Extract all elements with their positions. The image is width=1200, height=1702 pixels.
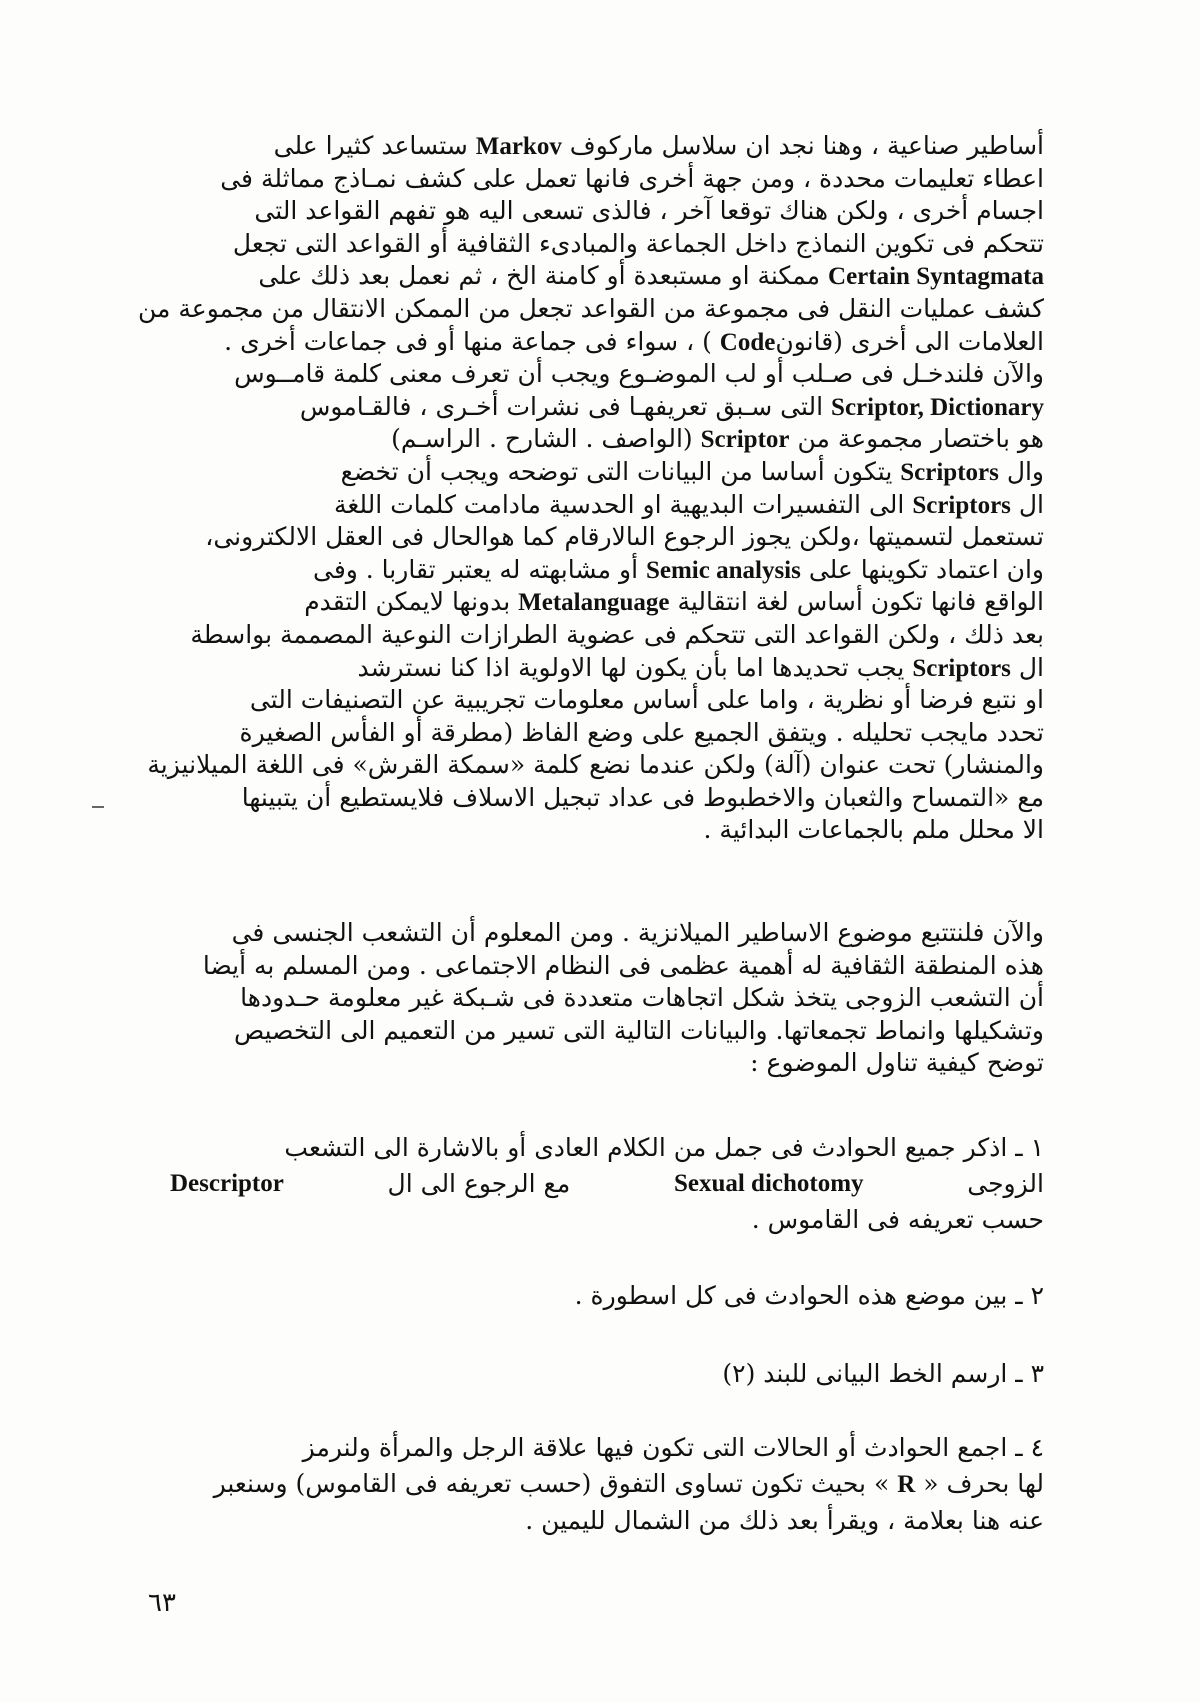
text-line: وتشكيلها وانماط تجمعاتها. والبيانات التالية التى تسير من التعميم الى التخصيص (233, 1015, 1044, 1045)
latin-term: Scriptor (700, 426, 790, 454)
text-run: (الواصف . الشارح . الراسـم) (391, 424, 693, 454)
text-run: التى سـبق تعريفهـا فى نشرات أخـرى ، فالقـاموس (299, 391, 824, 421)
text-line: والآن فلنتتبع موضوع الاساطير الميلانزية . ومن المعلوم أن التشعب الجنسى فى (231, 918, 1044, 947)
latin-term: Scriptors (900, 458, 999, 486)
text-line: ٢ ـ بين موضع هذه الحوادث فى كل اسطورة . (574, 1281, 1044, 1310)
text-run: » بحيث تكون تساوى التفوق (حسب تعريفه فى القاموس) وسنعبر (213, 1469, 890, 1498)
margin-mark (92, 806, 104, 808)
text-run: لها بحرف « (923, 1469, 1044, 1498)
text-line (160, 586, 1044, 619)
list-item-2 (160, 1278, 1044, 1314)
text-run: هو باختصار مجموعة من (797, 424, 1044, 454)
text-line: والآن فلندخـل فى صـلب أو لب الموضـوع ويجب أن تعرف معنى كلمة قامــوس (234, 359, 1044, 389)
text-run: يتكون أساسا من البيانات التى توضحه ويجب أن تخضع (340, 456, 893, 486)
paragraph-2 (160, 917, 1044, 1080)
text-line (160, 391, 1044, 424)
text-run: أو مشابهته له يعتبر تقاربا . وفى (312, 554, 639, 584)
text-run: وان اعتماد تكوينها على (808, 554, 1044, 584)
text-line: توضح كيفية تناول الموضوع : (750, 1048, 1044, 1078)
list-item-4 (160, 1430, 1044, 1539)
text-line: اجسام أخرى ، ولكن هناك توقعا آخر ، فالذى تسعى اليه هو تفهم القواعد التى (254, 196, 1044, 226)
list-item-1 (160, 1130, 1044, 1238)
text-run: الزوجى (967, 1169, 1044, 1198)
text-line: اعطاء تعليمات محددة ، ومن جهة أخرى فانها تعمل على كشف نمـاذج مماثلة فى (220, 163, 1044, 193)
text-line: الا محلل ملم بالجماعات البدائية . (703, 815, 1044, 845)
latin-term: Code (719, 328, 776, 356)
text-line (160, 260, 1044, 293)
text-line: هذه المنطقة الثقافية له أهمية عظمى فى النظام الاجتماعى . ومن المسلم به أيضا (202, 950, 1044, 980)
text-line (160, 1166, 1044, 1202)
text-run: أساطير صناعية ، وهنا نجد ان سلاسل ماركوف (569, 131, 1044, 160)
latin-term: Markov (475, 133, 562, 160)
latin-term: Semic analysis (645, 556, 801, 584)
latin-term: Scriptor, Dictionary (831, 393, 1044, 421)
text-run: ال (1018, 489, 1044, 519)
page-number: ٦٣ (148, 1588, 176, 1618)
latin-term: Scriptors (912, 491, 1011, 519)
text-line: بعد ذلك ، ولكن القواعد التى تتحكم فى عضوية الطرازات النوعية المصممة بواسطة (190, 619, 1044, 649)
text-line: تستعمل لتسميتها ،ولكن يجوز الرجوع الىالارقام كما هوالحال فى العقل الالكترونى، (205, 522, 1044, 552)
text-run: يجب تحديدها اما بأن يكون لها الاولوية اذا كنا نسترشد (357, 652, 905, 682)
text-line: والمنشار) تحت عنوان (آلة) ولكن عندما نضع كلمة «سمكة القرش» فى اللغة الميلانيزية (147, 750, 1044, 780)
latin-term: R (897, 1471, 916, 1498)
text-line: تحدد مايجب تحليله . ويتفق الجميع على وضع الفاظ (مطرقة أو الفأس الصغيرة (239, 717, 1044, 747)
text-line (160, 489, 1044, 522)
text-line: حسب تعريفه فى القاموس . (751, 1205, 1044, 1234)
text-line (160, 554, 1044, 587)
paragraph-1 (138, 130, 1044, 847)
text-run: وال (1006, 456, 1044, 486)
text-line: ١ ـ اذكر جميع الحوادث فى جمل من الكلام العادى أو بالاشارة الى التشعب (284, 1133, 1044, 1162)
text-line (160, 1466, 1044, 1503)
text-line: عنه هنا بعلامة ، ويقرأ بعد ذلك من الشمال لليمين . (525, 1506, 1044, 1535)
text-run: ال (1018, 652, 1044, 682)
text-run: بدونها لايمكن التقدم (304, 587, 511, 617)
latin-term: Certain Syntagmata (828, 263, 1044, 291)
text-line: مع «التمساح والثعبان والاخطبوط فى عداد تبجيل الاسلاف فلايستطيع أن يتبينها (241, 782, 1044, 812)
text-run: الواقع فانها تكون أساس لغة انتقالية (677, 587, 1044, 617)
text-run: ممكنة او مستبعدة أو كامنة الخ ، ثم نعمل بعد ذلك على (258, 261, 821, 291)
text-run: الى التفسيرات البديهية او الحدسية مادامت كلمات اللغة (333, 489, 905, 519)
text-run: ) ، سواء فى جماعة منها أو فى جماعات أخرى . (224, 326, 712, 356)
text-run: ستساعد كثيرا على (273, 131, 468, 160)
text-line (160, 456, 1044, 489)
latin-term: Scriptors (912, 654, 1011, 682)
text-line (160, 130, 1044, 163)
text-line (160, 423, 1044, 456)
text-run: العلامات الى أخرى (قانون (775, 326, 1044, 356)
numbered-list (160, 1130, 1044, 1567)
latin-term: Sexual dichotomy (673, 1170, 864, 1197)
text-line (160, 652, 1044, 685)
text-line: ٣ ـ ارسم الخط البيانى للبند (٢) (722, 1359, 1044, 1388)
latin-term: Metalanguage (518, 589, 670, 617)
text-line: تتحكم فى تكوين النماذج داخل الجماعة والمبادىء الثقافية أو القواعد التى تجعل (232, 228, 1044, 258)
text-line: أن التشعب الزوجى يتخذ شكل اتجاهات متعددة فى شـبكة غير معلومة حـدودها (240, 983, 1044, 1013)
text-line: ٤ ـ اجمع الحوادث أو الحالات التى تكون فيها علاقة الرجل والمرأة ولنرمز (302, 1433, 1044, 1462)
text-run: مع الرجوع الى ال (387, 1169, 571, 1198)
text-line (160, 326, 1044, 359)
list-item-3 (160, 1356, 1044, 1392)
latin-term: Descriptor (170, 1170, 284, 1197)
text-line: او نتبع فرضا أو نظرية ، واما على أساس معلومات تجريبية عن التصنيفات التى (249, 685, 1044, 715)
text-line: كشف عمليات النقل فى مجموعة من القواعد تجعل من الممكن الانتقال من مجموعة من (138, 293, 1044, 323)
